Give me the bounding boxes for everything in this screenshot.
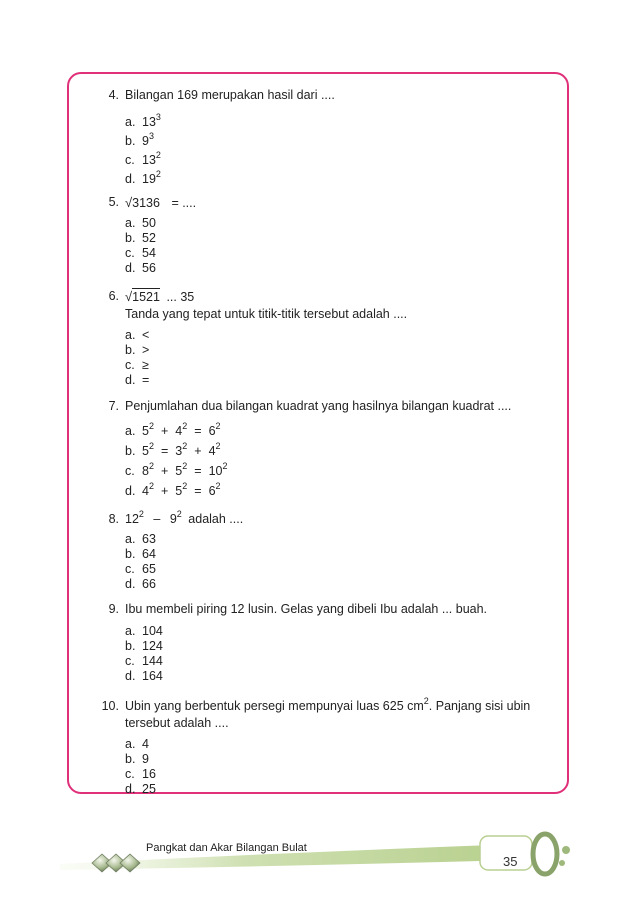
option: a. 63: [125, 532, 156, 546]
diamond-icon-3: [120, 854, 140, 872]
question-text: Bilangan 169 merupakan hasil dari ....: [125, 88, 335, 102]
option: a. $13^3$: [125, 111, 161, 129]
option: b. $5^2 = 3^2 + 4^2$: [125, 440, 221, 458]
option: d. 56: [125, 261, 156, 275]
question-number: 10.: [101, 699, 119, 713]
question-10: 10. Ubin yang berbentuk persegi mempunyai luas 625 $cm^2$. Panjang sisi ubin: [101, 695, 531, 713]
option: d. $4^2 + 5^2 = 6^2$: [125, 480, 221, 498]
footer-decoration: [0, 830, 638, 907]
question-4: [108, 88, 335, 103]
question-text: Penjumlahan dua bilangan kuadrat yang hasilnya bilangan kuadrat ....: [125, 399, 512, 413]
question-text: = ....: [171, 196, 197, 210]
option: b. >: [125, 343, 150, 357]
square-root-expression: √1521: [125, 289, 160, 304]
option: c. 144: [125, 654, 163, 668]
option: a. <: [125, 328, 150, 342]
question-7: [108, 399, 512, 414]
question-8: 8. $12^2 - 9^2$ adalah ....: [108, 508, 244, 526]
option: a. 4: [125, 737, 149, 751]
option: a. 104: [125, 624, 163, 638]
question-text: Ibu membeli piring 12 lusin. Gelas yang dibeli Ibu adalah ... buah.: [125, 602, 488, 616]
options-8: [125, 532, 156, 592]
option: c. $8^2 + 5^2 = 10^2$: [125, 460, 228, 478]
option: c. $13^2$: [125, 149, 161, 167]
question-5: [108, 195, 197, 211]
question-6-line-2: Tanda yang tepat untuk titik-titik tersebut adalah ....: [125, 307, 408, 321]
question-9: [108, 602, 488, 617]
question-6: [108, 289, 195, 305]
option: a. 50: [125, 216, 156, 230]
option: b. 124: [125, 639, 163, 653]
option: d. 25: [125, 782, 156, 796]
question-number: 7.: [108, 399, 119, 413]
option: a. $5^2 + 4^2 = 6^2$: [125, 420, 221, 438]
option: d. =: [125, 373, 150, 387]
option: c. 16: [125, 767, 156, 781]
page-number: 35: [503, 854, 518, 869]
question-number: 9.: [108, 602, 119, 616]
question-text: ... 35: [166, 290, 195, 304]
options-7: [125, 420, 228, 504]
option: c. ≥: [125, 358, 149, 372]
option: b. 64: [125, 547, 156, 561]
question-number: 6.: [108, 289, 119, 303]
option: d. 164: [125, 669, 163, 683]
option: d. $19^2$: [125, 168, 161, 186]
question-number: 5.: [108, 195, 119, 209]
question-10-line-2: tersebut adalah ....: [125, 716, 229, 730]
option: b. 52: [125, 231, 156, 245]
option: b. 9: [125, 752, 149, 766]
options-10: [125, 737, 156, 797]
page-footer: [0, 830, 638, 907]
option: b. $9^3$: [125, 130, 154, 148]
square-root-expression: √3136: [125, 195, 160, 210]
option: d. 66: [125, 577, 156, 591]
question-number: 8.: [108, 512, 119, 526]
question-number: 4.: [108, 88, 119, 102]
options-4: [125, 111, 161, 191]
option: c. 54: [125, 246, 156, 260]
footer-title: Pangkat dan Akar Bilangan Bulat: [146, 842, 307, 854]
options-5: [125, 216, 156, 276]
options-9: [125, 624, 163, 684]
option: c. 65: [125, 562, 156, 576]
options-6: [125, 328, 149, 388]
